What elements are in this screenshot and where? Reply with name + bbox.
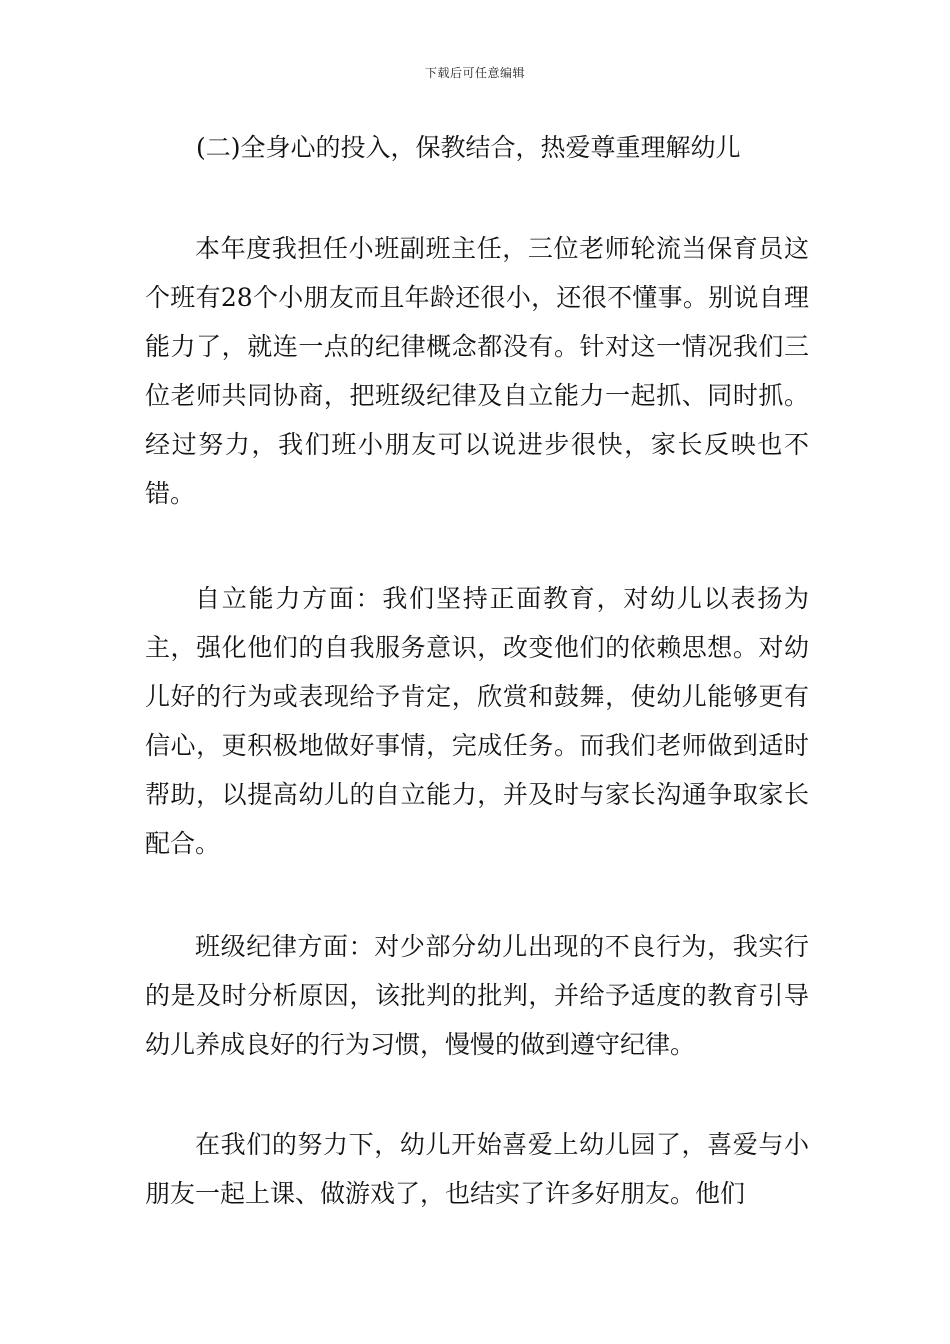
paragraph-results: 在我们的努力下，幼儿开始喜爱上幼儿园了，喜爱与小朋友一起上课、做游戏了，也结实了许多好朋友。他们 [145,1130,809,1208]
paragraph-class-discipline: 班级纪律方面：对少部分幼儿出现的不良行为，我实行的是及时分析原因，该批判的批判，并给予适度的教育引导幼儿养成良好的行为习惯，慢慢的做到遵守纪律。 [145,932,809,1059]
paragraph-class-duties: 本年度我担任小班副班主任，三位老师轮流当保育员这个班有28个小朋友而且年龄还很小，还很不懂事。别说自理能力了，就连一点的纪律概念都没有。针对这一情况我们三位老师共同协商，把班级纪律及自立能力一起抓、同时抓。经过努力，我们班小朋友可以说进步很快，家长反映也不错。 [145,234,809,508]
paragraph-self-reliance: 自立能力方面：我们坚持正面教育，对幼儿以表扬为主，强化他们的自我服务意识，改变他们的依赖思想。对幼儿好的行为或表现给予肯定，欣赏和鼓舞，使幼儿能够更有信心，更积极地做好事情，完成任务。而我们老师做到适时帮助，以提高幼儿的自立能力，并及时与家长沟通争取家长配合。 [145,584,809,858]
section-heading: (二)全身心的投入，保教结合，热爱尊重理解幼儿 [196,133,741,162]
header-note: 下载后可任意编辑 [424,66,525,80]
